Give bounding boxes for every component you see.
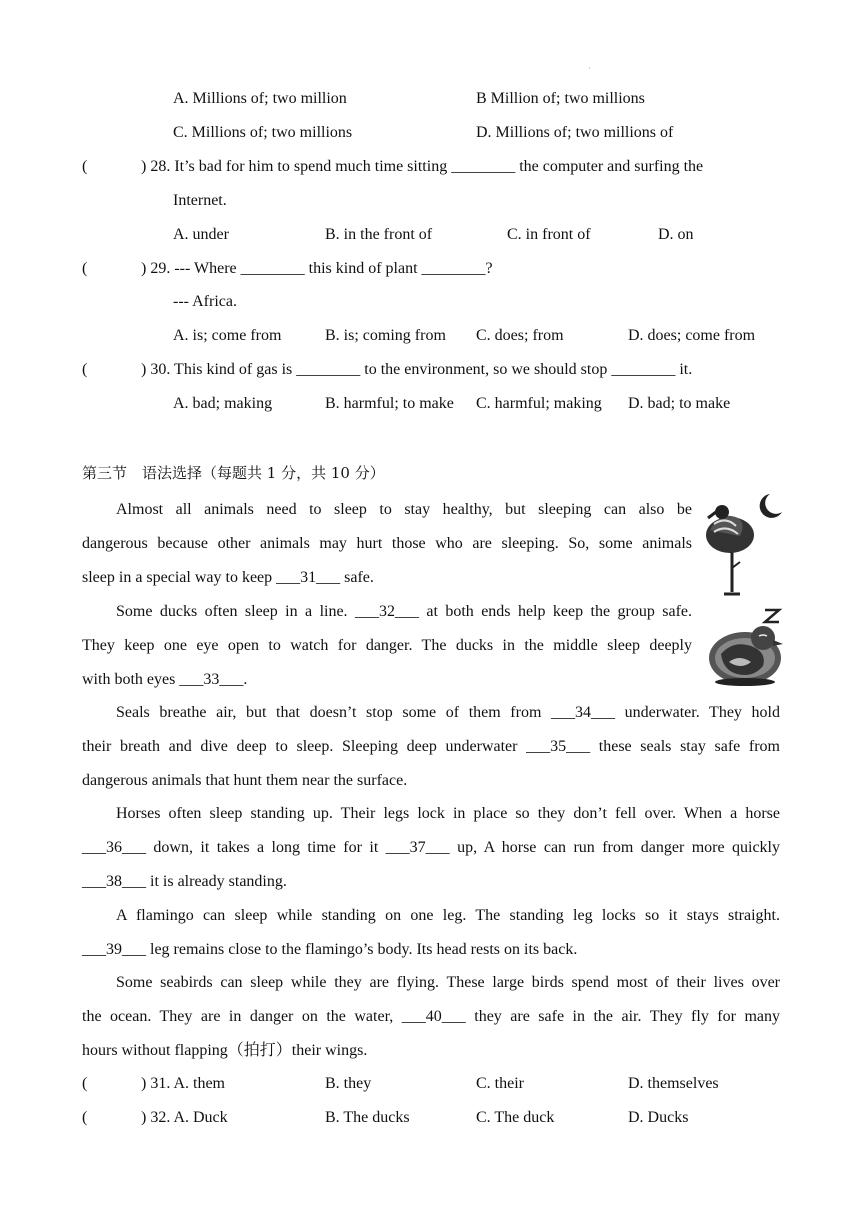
page-dot: ·: [588, 64, 591, 73]
passage-paragraph-3: [82, 696, 780, 798]
q27-option-a: A. Millions of; two million: [173, 90, 347, 107]
q32-option-c: C. The duck: [476, 1109, 555, 1126]
passage-line: the ocean. They are in danger on the water, ___40___ they are safe in the air. They fly for many: [82, 1008, 780, 1025]
passage-line: ___39___ leg remains close to the flamingo’s body. Its head rests on its back.: [82, 941, 578, 958]
passage-line: ___38___ it is already standing.: [82, 873, 287, 890]
q31-option-d: D. themselves: [628, 1075, 719, 1092]
passage-line: Some ducks often sleep in a line. ___32___ at both ends help keep the group safe.: [116, 603, 692, 620]
q29-question-cont: --- Africa.: [173, 293, 237, 310]
q29-question: ) 29. --- Where ________ this kind of plant ________?: [141, 260, 493, 277]
passage-line: A flamingo can sleep while standing on one leg. The standing leg locks so it stays straight.: [116, 907, 780, 924]
q27-option-d: D. Millions of; two millions of: [476, 124, 674, 141]
passage-line: ___36___ down, it takes a long time for it ___37___ up, A horse can run from danger more quickly: [82, 839, 780, 856]
passage-line: hours without flapping（拍打）their wings.: [82, 1042, 368, 1059]
q32-option-d: D. Ducks: [628, 1109, 689, 1126]
q30-question: ) 30. This kind of gas is ________ to the environment, so we should stop ________ it.: [141, 361, 693, 378]
passage-line: They keep one eye open to watch for danger. The ducks in the middle sleep deeply: [82, 637, 692, 654]
q30-option-c: C. harmful; making: [476, 395, 602, 412]
q29-option-a: A. is; come from: [173, 327, 282, 344]
passage-paragraph-1: [82, 493, 692, 595]
q32-answer-paren: (: [82, 1109, 88, 1126]
q29-option-c: C. does; from: [476, 327, 564, 344]
q28-option-c: C. in front of: [507, 226, 591, 243]
passage-paragraph-6: [82, 966, 780, 1068]
flamingo-illustration: [700, 490, 788, 600]
q30-option-b: B. harmful; to make: [325, 395, 454, 412]
passage-line: Seals breathe air, but that doesn’t stop some of them from ___34___ underwater. They hold: [116, 704, 780, 721]
passage-line: dangerous animals that hunt them near the surface.: [82, 772, 408, 789]
q30-option-a: A. bad; making: [173, 395, 273, 412]
passage-line: Almost all animals need to sleep to stay healthy, but sleeping can also be: [116, 501, 692, 518]
q32-question: ) 32. A. Duck: [141, 1109, 228, 1126]
q28-option-d: D. on: [658, 226, 694, 243]
q31-answer-paren: (: [82, 1075, 88, 1092]
q31-option-c: C. their: [476, 1075, 524, 1092]
sleeping-duck-illustration: [703, 604, 789, 690]
q29-answer-paren: (: [82, 260, 88, 277]
section-heading: 第三节 语法选择（每题共 1 分，共 10 分）: [82, 464, 385, 482]
q30-option-d: D. bad; to make: [628, 395, 731, 412]
q28-answer-paren: (: [82, 158, 88, 175]
passage-line: their breath and dive deep to sleep. Sleeping deep underwater ___35___ these seals stay safe from: [82, 738, 780, 755]
q32-option-b: B. The ducks: [325, 1109, 410, 1126]
q29-option-d: D. does; come from: [628, 327, 756, 344]
q28-option-b: B. in the front of: [325, 226, 433, 243]
q31-option-b: B. they: [325, 1075, 372, 1092]
q28-question-cont: Internet.: [173, 192, 227, 209]
passage-line: with both eyes ___33___.: [82, 671, 248, 688]
q31-question: ) 31. A. them: [141, 1075, 225, 1092]
q28-question: ) 28. It’s bad for him to spend much time sitting ________ the computer and surfing the: [141, 158, 704, 175]
passage-paragraph-4: [82, 797, 780, 899]
q29-option-b: B. is; coming from: [325, 327, 446, 344]
q30-answer-paren: (: [82, 361, 88, 378]
passage-line: dangerous because other animals may hurt those who are sleeping. So, some animals: [82, 535, 692, 552]
q27-option-c: C. Millions of; two millions: [173, 124, 353, 141]
q28-option-a: A. under: [173, 226, 229, 243]
q27-option-b: B Million of; two millions: [476, 90, 645, 107]
passage-line: sleep in a special way to keep ___31___ safe.: [82, 569, 374, 586]
passage-line: Horses often sleep standing up. Their legs lock in place so they don’t fell over. When a horse: [116, 805, 780, 822]
passage-paragraph-5: [82, 899, 780, 967]
passage-paragraph-2: [82, 595, 692, 697]
passage-line: Some seabirds can sleep while they are flying. These large birds spend most of their lives over: [116, 974, 780, 991]
